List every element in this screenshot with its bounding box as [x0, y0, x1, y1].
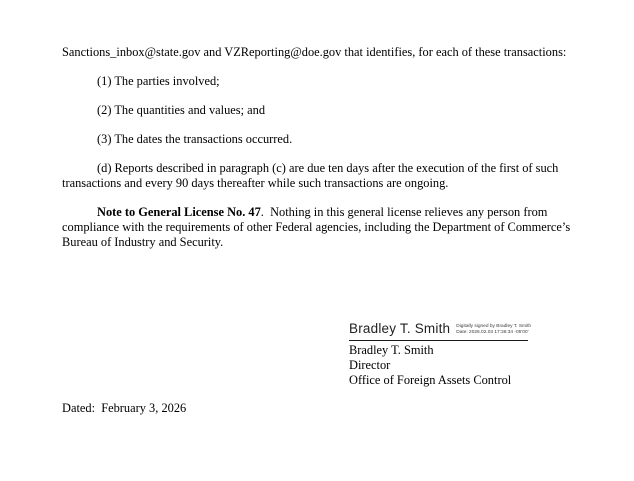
note-rest: . Nothing in this general license relieves any person from compliance with the requirements of other Federal agencies, including the Department of Commerce’s Bureau of Industry and Security.: [62, 205, 574, 249]
digital-signature-detail-line1: Digitally signed by Bradley T. Smith: [456, 324, 532, 329]
list-item-3: (3) The dates the transactions occurred.: [97, 132, 293, 146]
digital-signature-field[interactable]: [349, 321, 532, 341]
list-item-2: (2) The quantities and values; and: [97, 103, 266, 117]
signature-block: [349, 321, 532, 388]
note-paragraph: [62, 205, 574, 250]
document-body: [62, 45, 574, 264]
signer-office: Office of Foreign Assets Control: [349, 373, 512, 387]
digital-signature-details: [456, 324, 531, 335]
note-bold-lead: Note to General License No. 47: [97, 205, 261, 219]
paragraph-d: (d) Reports described in paragraph (c) are due ten days after the execution of the first of such transactions and every 90 days thereafter while such transactions are ongoing.: [62, 161, 562, 190]
signer-title: Director: [349, 358, 391, 372]
intro-paragraph: Sanctions_inbox@state.gov and VZReporting@doe.gov that identifies, for each of these transactions:: [62, 45, 567, 59]
digital-signature-detail-line2: Date: 2026.02.03 17:36:34 -05'00': [456, 329, 529, 335]
digital-signature-name: Bradley T. Smith: [349, 321, 451, 336]
dated-line: Dated: February 3, 2026: [62, 401, 187, 415]
signature-typed-block: [349, 343, 528, 388]
signer-name: Bradley T. Smith: [349, 343, 434, 357]
list-item-1: (1) The parties involved;: [97, 74, 220, 88]
